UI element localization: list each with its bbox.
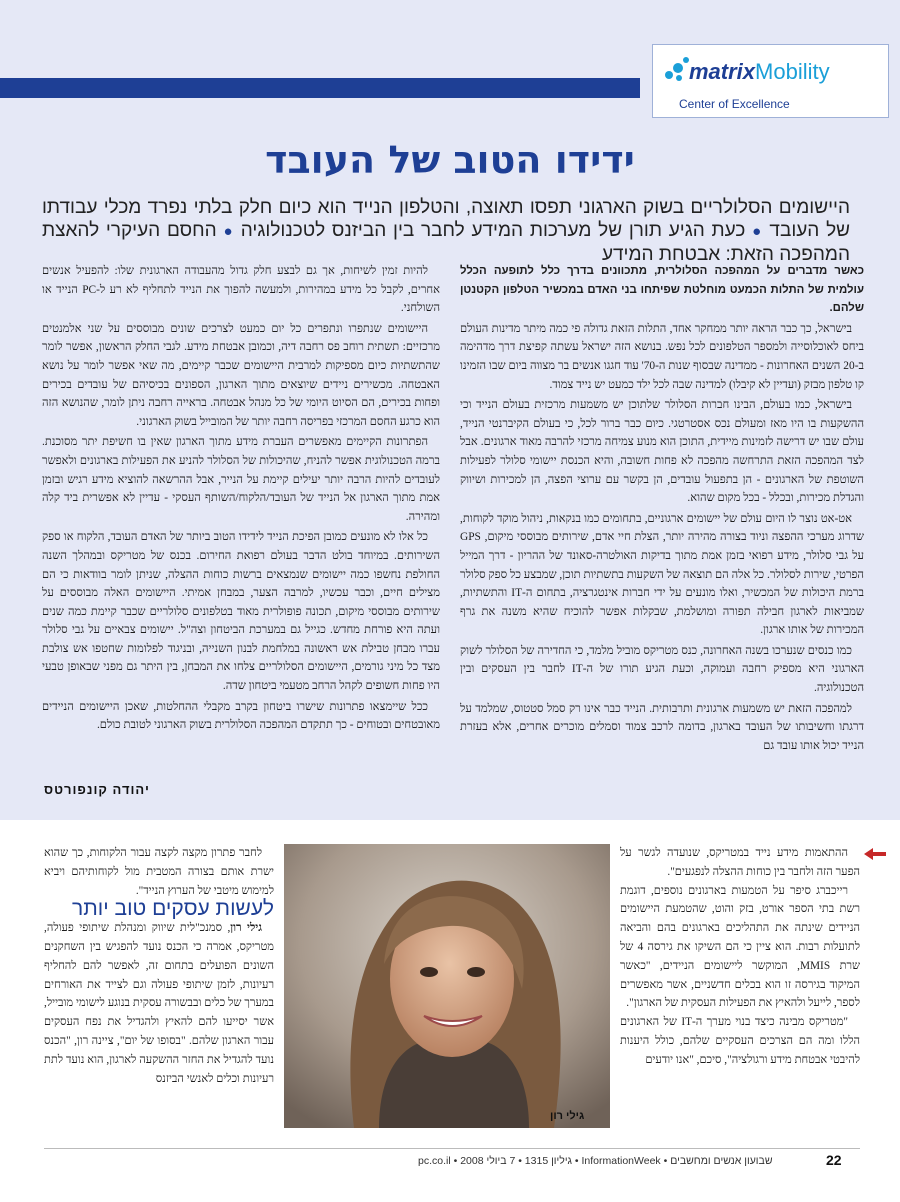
paragraph: להיות זמין לשיחות, אך גם לבצע חלק גדול מהעבודה הארגונית שלו: להפעיל אנשים אחרים, לקבל כל מידע במהירות, ולמעשה להפוך את הנייד לתחליף לא רע ל-PC הנייד או השולחני. (42, 265, 440, 315)
paragraph: הפתרונות הקיימים מאפשרים העברת מידע מתוך הארגון שאין בו חשיפת יתר מסוכנת. ברמה הטכנולוגית אפשר להניח, שהיכולות של הסלולר להניע את הפעילות בארגונים ולאפשר לעובדים להיות הרבה יותר יעילים קיימת על הנייר, אבל ההרשאה להוציא מידע רגיש ובזמן אמת מתוך הארגון אל הנייד של העובד/הלקוח/השותף העסקי - עדיין לא אפשרית ביד קלה ומהירה. (42, 436, 440, 523)
lead-segment-2: כעת הגיע תורן של מערכות המידע לחבר בין הביזנס לטכנולוגיה (240, 220, 746, 241)
footer-text: שבועון אנשים ומחשבים • InformationWeek • גיליון 1315 • 7 ביולי 2008 • pc.co.il (418, 1155, 773, 1167)
lead-segment-3: החסם העיקרי להאצת המהפכה הזאת: אבטחת המידע (42, 220, 850, 265)
lead-segment-1: היישומים הסלולריים בשוק הארגוני תפסו תאוצה, והטלפון הנייד הוא כיום חלק בלתי נפרד מכלי עבודתו של העובד (42, 197, 851, 241)
paragraph: כמו כנסים שנערכו בשנה האחרונה, כנס מטריקס מוביל מלמד, כי החדירה של הסלולר לשוק הארגוני היא מספיק רחבה ועמוקה, וכעת הגיע תורו של ה-IT לחבר בין העסקים ובין הטכנולוגיה. (460, 644, 864, 695)
portrait-photo (284, 844, 610, 1128)
paragraph: לחבר פתרון מקצה לקצה עבור הלקוחות, כך שהוא ישרת אותם בצורה המטבית מול לקוחותיהם ויביא למימוש מיטבי של הערוץ הנייד". (44, 847, 274, 897)
header-bar (0, 78, 640, 98)
paragraph: בישראל, כמו בעולם, הבינו חברות הסלולר שלתוכן יש משמעות מרכזית בעולם הנייד וכי ההשקעות בו היו מאז ומעולם נכס אסטרטגי. כיום כבר ברור לכל, כי בעולם הקיברנטי הנייד, עולם שבו יש דרישה לזמינות מיידית, התוכן הוא מנוע צמיחה מרכזי להרבה מאוד ארגונים. אבל לצד המהפכה הזאת התרחשה מהפכה לא פחות חשובה, והיא הכנסת יישומי סלולר לפעילות השוטפת של הארגונים - הן בתפעול עובדים, הן בקשר עם ערוצי הפצה, הן למכירות ושיווק והגדלת מכירות, ובכלל - בכל מקום שהוא. (460, 399, 864, 505)
portrait-illustration (284, 844, 610, 1128)
page-number: 22 (826, 1152, 842, 1168)
arrow-icon (864, 848, 886, 860)
matrix-mobility-logo (652, 44, 889, 118)
paragraph (44, 919, 274, 1088)
paragraph: למהפכה הזאת יש משמעות ארגונית ותרבותית. הנייד כבר אינו רק סמל סטטוס, שמלמד על דרגתו וחשיבותו של העובד בארגון, בדומה לרכב צמוד וסמלים מוכרים אחרים, אלא בעזרת הנייד יכול אותו עובד גם (460, 702, 864, 752)
paragraph: אט-אט נוצר לו היום עולם של יישומים ארגוניים, בתחומים כמו בנקאות, ניהול מוקד לקוחות, שדרוג מערכי ההפצה וניוד בצורה מהירה יותר, הצלת חיי אדם, שירותים מבוססי מיקום, GPS על גבי סלולר, מידע רפואי בזמן אמת מתוך בדיקות האולטרה-סאונד של ההריון - דרך המייל הפרטי, שירות לסלולר. כל אלה הם תוצאה של השקעות בתשתיות תוכן, שמבצע כל ספק סלולר ברמת היכולות של המכשיר, ואלו מונעים על ידי חברות אינטגרציה, בתחום ה-IT והתשתיות, שמביאות לארגון חבילה תפורה ומושלמת, שבקלות אפשר להוכיח שהיא משנה את גרף המכירות של אותו ארגון. (460, 512, 864, 637)
paragraph: ככל שיימצאו פתרונות שישרו ביטחון בקרב מקבלי ההחלטות, שאכן היישומים הניידים מאובטחים ובטוחים - כך תתקדם המהפכה הסלולרית בשוק הארגוני לטובת כולם. (42, 700, 440, 732)
article-column-right (460, 262, 864, 810)
logo-subtitle: Center of Excellence (679, 97, 790, 111)
article-headline: ידידו הטוב של העובד (265, 138, 635, 182)
paragraph: כל אלו לא מונעים כמובן הפיכת הנייד לידידו הטוב ביותר של האדם העובד, הלקוח או ספק השירותים. במיוחד בולט הדבר בעולם רפואת החירום. בכנס של מטריקס ובמהלך השנה החולפת נחשפו כמה יישומים שנמצאים ברשות כוחות ההצלה, שניתן לומר בוודאות כי הם מצילים חיים, וכבר עכשיו, למרבה הצער, במבחן אמיתי. היישומים האלה מבוססים על שירותים מבוססי מיקום, תכונה פופולרית מאוד בטלפונים סלולריים שכבר קיימת כמה שנים ועתה היא פורחת מחדש. כגייל גם במערכת הביטחון וצה"ל. יישומים צבאיים על גבי סלולר עברו מבחן טבילת אש ראשונה במלחמת לבנון השנייה, ובניגוד לפלומות שחטפו אש צולבת מצד כל מיני גורמים, היישומים הסלולריים צלחו את המבחן, בין היתר גם מפני שבאופן טבעי היו פחות חשופים לקהל הרחב מטעמי ביטחון שדה. (42, 531, 440, 693)
paragraph: בישראל, כך כבר הראה יותר ממחקר אחד, התלות הזאת גדולה פי כמה מיתר מדינות העולם ביחס לאוכלוסייה ולמספר הטלפונים לכל נפש. בנושא הזה ישראל עשתה קפיצת דרך מדהימה ב-20 השנים האחרונות - ממדינה שבסוף שנות ה-70' עוד חגגו אנשים בר מצווה ביום שבו הזמינו קו טלפון מבזק (ועדיין לא קיבלו) למדינה שבה לכל ילד כמעט יש נייד צמוד. (460, 322, 864, 391)
logo-brand-light: Mobility (755, 59, 830, 84)
section-heading: לעשות עסקים טוב יותר (72, 897, 274, 921)
author-byline: יהודה קונפורטס (44, 782, 150, 797)
logo-wordmark (689, 59, 830, 85)
paragraph: ההתאמות מידע נייד במטריקס, שנועדה לגשר על הפער הזה ולחבר בין כוחות ההצלה לנפגעים". (620, 847, 860, 878)
paragraph: רייכברג סיפר על הטמעות בארגונים נוספים, דוגמת רשת בתי הספר אורט, בזק והוט, שהטמעת היישומים הניידים שינתה את התהליכים בארגונים בהם והביאה לתועלות רבות. הוא ציין כי הם השיקו את גירסה 4 של שרת MMIS, המוקשר ליישומים הניידים, "כאשר המיקוד בגירסה זו הוא בכלים חדשניים, אשר מאפשרים לספר, לייעל ולהאיץ את הפעילות העסקית של הארגון". (620, 884, 860, 1010)
paragraph-text: , סמנכ"לית שיווק ומנהלת שיתופי פעולה, מטריקס, אמרה כי הכנס נועד להפגיש בין השחקנים השונים הפועלים בתחום זה, לאפשר להם להחליף רעיונות, לזמן שיתופי פעולה וגם לצייד את האורחים במערך של כלים ובבשורה עסקית בנוגע לישומי מובייל, אשר יסייעו להם להאיץ ולהגדיל את נפח העסקים עבור הארגון שלהם. "בסופו של יום", ציינה רון, "הכנס נועד להגדיל את החזר ההשקעה לארגון, הוא נועד לתת רעיונות וכלים לאנשי הביזנס (44, 922, 274, 1085)
bottom-column-left (44, 844, 274, 1144)
paragraph: "מטריקס מבינה כיצד בנוי מערך ה-IT של הארגונים הללו ומה הם הצרכים העסקיים שלהם, כולל היענות להיבטי אבטחת מידע ורגולציה", סיכם, "אנו יודעים (620, 1016, 860, 1066)
speaker-name: גילי רון (230, 922, 262, 935)
lead-bullet-icon: ● (752, 223, 763, 240)
lead-bullet-icon: ● (223, 223, 234, 240)
bottom-column-right (620, 844, 860, 1144)
article-column-left (42, 262, 440, 802)
article-intro: כאשר מדברים על המהפכה הסלולרית, מתכוונים בדרך כלל לתופעה הכלל עולמית של התלות הכמעט מוחלטת שפיתחו בני האדם במכשיר הטלפון הקטנטן שלהם. (460, 265, 864, 315)
logo-brand-bold: matrix (689, 59, 756, 84)
photo-caption: גילי רון (550, 1110, 585, 1122)
logo-dots-icon (663, 57, 689, 83)
paragraph: היישומים שנתפרו ונתפרים כל יום כמעט לצרכים שונים מבוססים על שני אלמנטים מרכזיים: תשתית רוחב פס רחבה דיה, וכמובן אבטחת מידע. לגבי החלק הראשון, אפשר לומר שהתשתיות כיום מספיקות למרבית היישומים שכבר קיימים, מה שאי אפשר לומר על נושא האבטחה. מכשירים ניידים שיוצאים מתוך הארגון, הספונים בכיסיהם של עובדים בכירים ופחות בכירים, הם הסיוט היומי של כל מנהל אבטחה. בראייה רחבה ניתן לומר, שהנושא הזה הוא כרגע החסם המרכזי בפריסה רחבה יותר של המובייל בשוק הארגוני. (42, 322, 440, 428)
article-lead (42, 196, 850, 266)
footer-divider (44, 1148, 860, 1149)
